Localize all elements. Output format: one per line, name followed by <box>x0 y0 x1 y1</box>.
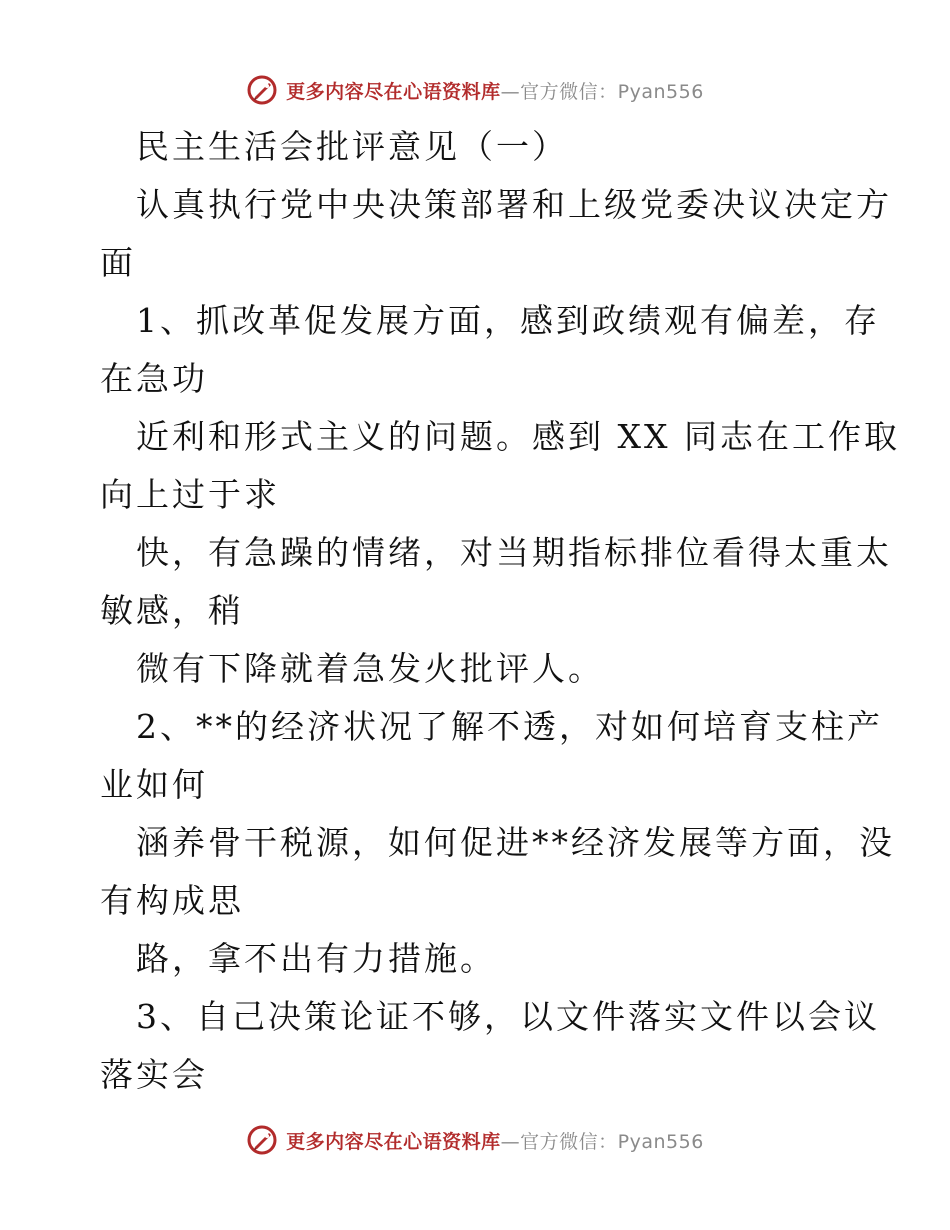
watermark-text <box>286 77 704 104</box>
document-line: 近利和形式主义的问题。感到 XX 同志在工作取 <box>136 417 900 456</box>
footer-watermark <box>0 1120 950 1160</box>
document-line: 认真执行党中央决策部署和上级党委决议决定方 <box>136 185 892 224</box>
watermark-separator: — <box>500 1130 521 1153</box>
watermark-brand: 更多内容尽在心语资料库 <box>286 80 501 103</box>
quill-pen-logo-icon <box>246 74 278 106</box>
document-line: 1、抓改革促发展方面，感到政绩观有偏差，存 <box>136 301 880 340</box>
document-body <box>100 118 900 1104</box>
document-line: 民主生活会批评意见（一） <box>136 127 568 166</box>
document-line: 2、**的经济状况了解不透，对如何培育支柱产 <box>136 707 883 746</box>
quill-pen-logo-icon <box>246 1124 278 1156</box>
header-watermark <box>0 70 950 110</box>
document-line: 敏感，稍 <box>100 591 244 630</box>
document-line: 微有下降就着急发火批评人。 <box>136 649 604 688</box>
document-line: 向上过于求 <box>100 475 280 514</box>
document-line: 3、自己决策论证不够，以文件落实文件以会议 <box>136 997 880 1036</box>
document-line: 有构成思 <box>100 881 244 920</box>
watermark-wechat: 官方微信：Pyan556 <box>520 1130 704 1153</box>
document-line: 业如何 <box>100 765 208 804</box>
watermark-wechat: 官方微信：Pyan556 <box>520 80 704 103</box>
watermark-text <box>286 1127 704 1154</box>
watermark-brand: 更多内容尽在心语资料库 <box>286 1130 501 1153</box>
watermark-separator: — <box>500 80 521 103</box>
document-line: 面 <box>100 243 136 282</box>
document-line: 在急功 <box>100 359 208 398</box>
document-line: 涵养骨干税源，如何促进**经济发展等方面，没 <box>136 823 895 862</box>
document-line: 落实会 <box>100 1055 208 1094</box>
document-line: 快，有急躁的情绪，对当期指标排位看得太重太 <box>136 533 892 572</box>
document-line: 路，拿不出有力措施。 <box>136 939 496 978</box>
